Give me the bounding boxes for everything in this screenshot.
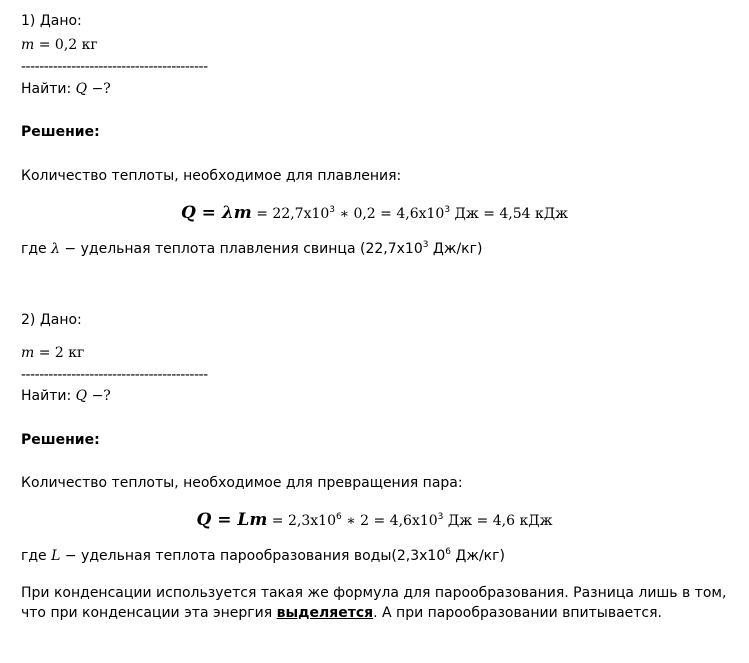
formula-a-exp: 3	[329, 205, 336, 215]
where-exp: 3	[422, 240, 429, 250]
conclusion-emphasis: выделяется	[276, 605, 374, 621]
formula-eq: =	[267, 513, 288, 529]
mass-variable: m	[21, 37, 35, 53]
find-rest: −?	[87, 81, 111, 97]
part2-solution-label: Решение:	[21, 432, 100, 448]
part2-where	[21, 547, 505, 565]
mass-variable: m	[21, 345, 35, 361]
find-label: Найти:	[21, 81, 76, 97]
formula-c: Дж = 4,54 кДж	[450, 206, 569, 222]
formula-b: ∗ 2 = 4,6x10	[341, 513, 438, 529]
formula-eq: =	[251, 206, 273, 222]
part2-mass-line	[21, 344, 84, 362]
where-variable: λ	[51, 241, 60, 257]
where-prefix: где	[21, 548, 52, 564]
part1-where	[21, 240, 482, 258]
where-exp: 6	[445, 547, 451, 557]
part1-given-label: 1) Дано:	[21, 13, 82, 29]
mass-value: = 0,2 кг	[34, 37, 98, 53]
part2-formula	[0, 509, 749, 532]
part1-intro: Количество теплоты, необходимое для плавления:	[21, 168, 402, 184]
formula-a-exp: 6	[335, 512, 342, 522]
part1-formula	[0, 202, 749, 225]
part1-separator: -----------------------------------------	[21, 59, 208, 75]
conclusion-part2: . А при парообразовании впитывается.	[373, 605, 662, 621]
where-variable: L	[51, 548, 61, 564]
part1-find-line	[21, 80, 111, 98]
find-label: Найти:	[21, 388, 76, 404]
part2-separator: -----------------------------------------	[21, 367, 208, 383]
part2-find-line	[21, 387, 111, 405]
part2-intro: Количество теплоты, необходимое для превращения пара:	[21, 475, 463, 491]
conclusion-part1: При конденсации используется такая же формула для парообразования. Разница лишь в том, что при конденсации эта энергия	[21, 585, 727, 621]
formula-b: ∗ 0,2 = 4,6x10	[335, 206, 445, 222]
formula-lhs: Q = Lm	[196, 510, 268, 530]
where-suffix: Дж/кг)	[450, 548, 505, 564]
formula-lhs: Q = λm	[180, 203, 252, 223]
find-rest: −?	[87, 388, 111, 404]
formula-a: 22,7x10	[272, 206, 330, 222]
mass-value: = 2 кг	[34, 345, 85, 361]
formula-b-exp: 3	[444, 205, 451, 215]
find-variable: Q	[75, 81, 88, 97]
part2-given-label: 2) Дано:	[21, 312, 82, 328]
formula-c: Дж = 4,6 кДж	[443, 513, 553, 529]
formula-b-exp: 3	[437, 512, 444, 522]
where-suffix: Дж/кг)	[428, 241, 483, 257]
part1-solution-label: Решение:	[21, 124, 100, 140]
where-prefix: где	[21, 241, 52, 257]
part2-conclusion	[21, 583, 736, 623]
find-variable: Q	[75, 388, 88, 404]
part1-mass-line	[21, 36, 98, 54]
where-text: − удельная теплота парообразования воды(2,3x10	[60, 548, 446, 564]
where-text: − удельная теплота плавления свинца (22,7x10	[59, 241, 423, 257]
formula-a: 2,3x10	[288, 513, 336, 529]
